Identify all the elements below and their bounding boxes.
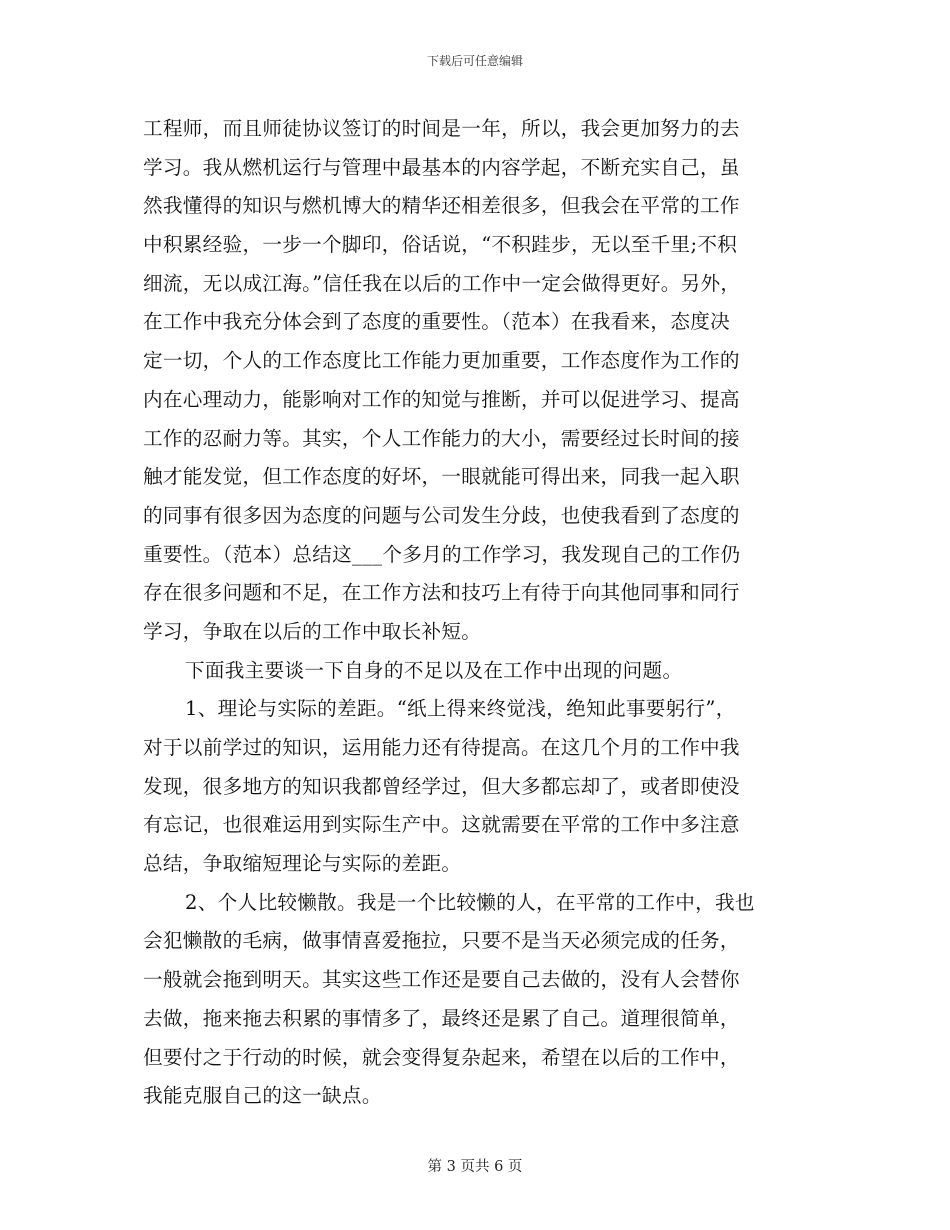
paragraph-2-line-1: 对于以前学过的知识，运用能力还有待提高。在这几个月的工作中我 bbox=[143, 736, 740, 759]
paragraph-0-line-2: 然我懂得的知识与燃机博大的精华还相差很多，但我会在平常的工作 bbox=[143, 194, 740, 218]
paragraph-3-line-4: 但要付之于行动的时候，就会变得复杂起来，希望在以后的工作中， bbox=[143, 1045, 740, 1069]
paragraph-0-line-10: 的同事有很多因为态度的问题与公司发生分歧，也使我看到了态度的 bbox=[143, 503, 740, 527]
paragraph-0-line-5: 在工作中我充分体会到了态度的重要性。（范本）在我看来，态度决 bbox=[143, 310, 731, 334]
page-header: 下载后可任意编辑 bbox=[426, 54, 523, 68]
paragraph-0-line-6: 定一切，个人的工作态度比工作能力更加重要，工作态度作为工作的 bbox=[143, 349, 740, 373]
paragraph-0-line-12: 存在很多问题和不足，在工作方法和技巧上有待于向其他同事和同行 bbox=[143, 581, 740, 605]
paragraph-3-line-3: 去做，拖来拖去积累的事情多了，最终还是累了自己。道理很简单， bbox=[143, 1006, 740, 1030]
page-footer: 第 3 页共 6 页 bbox=[427, 1159, 523, 1175]
paragraph-0-line-8: 工作的忍耐力等。其实，个人工作能力的大小，需要经过长时间的接 bbox=[143, 426, 740, 450]
paragraph-0-line-13: 学习，争取在以后的工作中取长补短。 bbox=[143, 619, 482, 643]
paragraph-2-line-0: 1、理论与实际的差距。“纸上得来终觉浅，绝知此事要躬行”， bbox=[185, 697, 736, 721]
document-body bbox=[143, 110, 815, 1116]
paragraph-0-line-0: 工程师，而且师徒协议签订的时间是一年，所以，我会更加努力的去 bbox=[143, 117, 740, 140]
paragraph-1-line-0: 下面我主要谈一下自身的不足以及在工作中出现的问题。 bbox=[185, 658, 683, 682]
paragraph-0-line-1: 学习。我从燃机运行与管理中最基本的内容学起，不断充实自己，虽 bbox=[143, 155, 740, 179]
paragraph-2-line-2: 发现，很多地方的知识我都曾经学过，但大多都忘却了，或者即使没 bbox=[143, 774, 740, 798]
paragraph-3-line-1: 会犯懒散的毛病，做事情喜爱拖拉，只要不是当天必须完成的任务， bbox=[143, 929, 740, 953]
paragraph-0-line-11: 重要性。（范本）总结这___个多月的工作学习，我发现自己的工作仍 bbox=[143, 542, 741, 566]
paragraph-2-line-3: 有忘记，也很难运用到实际生产中。这就需要在平常的工作中多注意 bbox=[143, 813, 740, 837]
paragraph-0-line-3: 中积累经验，一步一个脚印，俗话说，“不积跬步，无以至千里;不积 bbox=[143, 233, 738, 257]
paragraph-0-line-4: 细流，无以成江海。”信任我在以后的工作中一定会做得更好。另外， bbox=[143, 271, 741, 295]
paragraph-3-line-2: 一般就会拖到明天。其实这些工作还是要自己去做的，没有人会替你 bbox=[143, 968, 740, 992]
paragraph-0-line-7: 内在心理动力，能影响对工作的知觉与推断，并可以促进学习、提高 bbox=[143, 387, 740, 411]
paragraph-3-line-5: 我能克服自己的这一缺点。 bbox=[143, 1084, 382, 1108]
paragraph-0-line-9: 触才能发觉，但工作态度的好坏，一眼就能可得出来，同我一起入职 bbox=[143, 465, 740, 489]
paragraph-3-line-0: 2、个人比较懒散。我是一个比较懒的人，在平常的工作中，我也 bbox=[185, 890, 755, 914]
paragraph-2-line-4: 总结，争取缩短理论与实际的差距。 bbox=[143, 852, 462, 876]
